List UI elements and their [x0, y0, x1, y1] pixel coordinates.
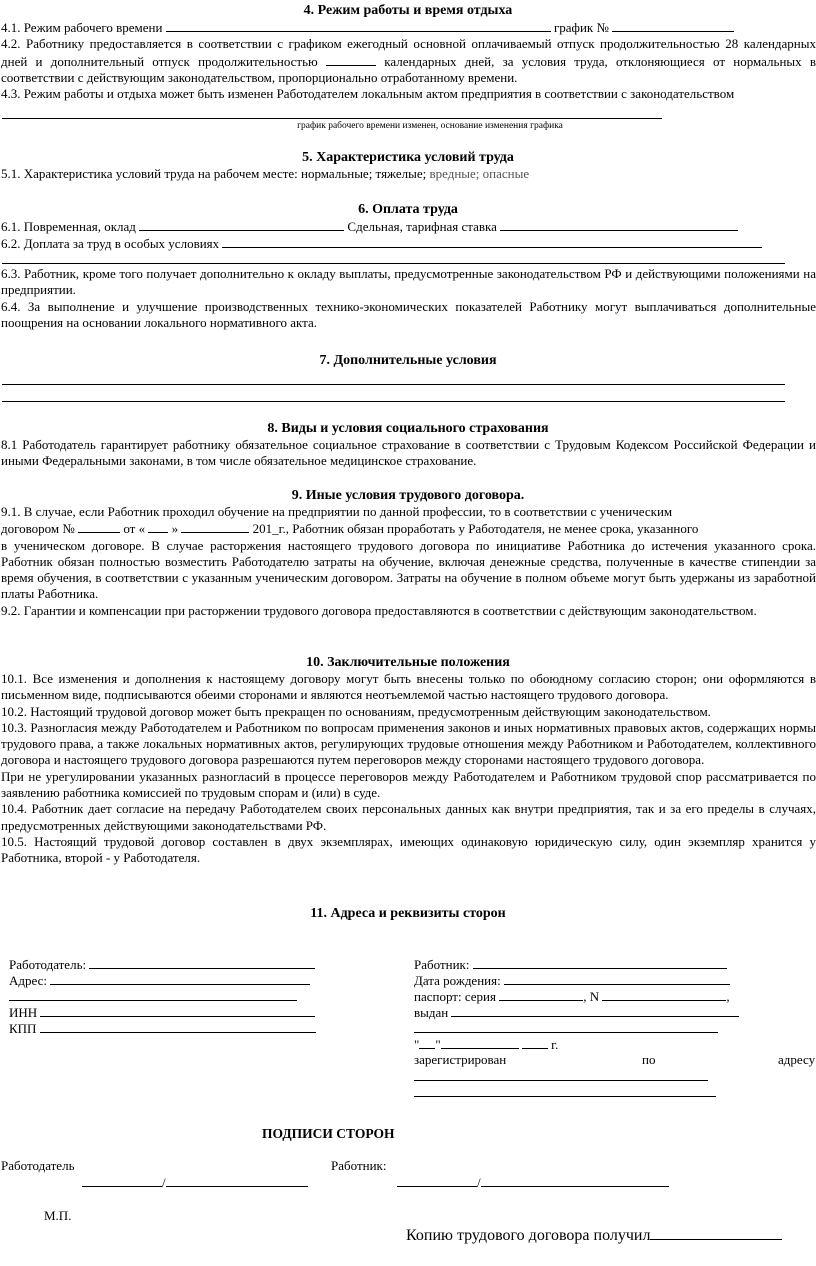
special-conditions-line-2[interactable] [2, 263, 785, 264]
employer-name-decoding-field[interactable] [166, 1174, 308, 1187]
section-10-title: 10. Заключительные положения [306, 655, 510, 670]
section-8-title: 8. Виды и условия социального страхования [267, 421, 549, 436]
clause-10-1: 10.1. Все изменения и дополнения к настоящему договору могут быть внесены только по обоюдному согласию сторон; они оформляются в письменном виде, подписываются обеими сторонами и являются неотъемлемой частью настоящего трудового договора. [1, 671, 816, 703]
employer-signature-field[interactable] [82, 1174, 162, 1187]
employer-address-field-2[interactable] [9, 988, 297, 1001]
registration-line: зарегистрирован по адресу [414, 1052, 816, 1067]
special-conditions-field[interactable] [222, 235, 762, 248]
schedule-number-field[interactable] [612, 19, 734, 32]
employer-kpp-field[interactable] [40, 1020, 316, 1033]
study-contract-number-field[interactable] [78, 520, 120, 533]
issue-year-field[interactable] [522, 1036, 548, 1049]
section-7-title: 7. Дополнительные условия [319, 353, 497, 368]
schedule-change-note: график рабочего времени изменен, основание изменения графика [297, 121, 563, 131]
clause-10-4: 10.4. Работник дает согласие на передачу Работодателем своих персональных данных как внутри предприятия, так и за его пределы в случаях, предусмотренных действующими законодательствами РФ. [1, 801, 816, 833]
extra-leave-days-field[interactable] [326, 53, 376, 66]
employee-signature-label: Работник: [331, 1158, 387, 1173]
section-11-title: 11. Адреса и реквизиты сторон [310, 906, 506, 921]
clause-9-1-line-2: договором № от « » 201_г., Работник обязан проработать у Работодателя, не менее срока, указанного [1, 521, 699, 537]
passport-issued-field-2[interactable] [414, 1020, 718, 1033]
employee-birth-date-field[interactable] [504, 972, 730, 985]
clause-9-1-rest: в ученическом договоре. В случае расторжения настоящего трудового договора по инициативе Работника до истечения указанного срока. Работник обязан полностью возместить Работодателю затраты на обучение, включая денежные средства, полученные в качестве стипендии за время обучения, в соответствии с указанным ученическим договором. Затраты на обучение в полном объеме могут быть удержаны из заработной платы Работника. [1, 537, 816, 602]
clause-5-1: 5.1. Характеристика условий труда на рабочем месте: нормальные; тяжелые; вредные; опасные [1, 166, 530, 181]
employer-signature-row: / [82, 1174, 308, 1191]
study-contract-month-field[interactable] [181, 520, 249, 533]
employee-details: Работник: Дата рождения: паспорт: серия , N , выдан " " г. зарегистрирован по адресу [414, 956, 816, 1100]
clause-6-3: 6.3. Работник, кроме того получает дополнительно к окладу выплаты, предусмотренные законодательством РФ и действующими положениями на предприятии. [1, 266, 816, 298]
employer-name-field[interactable] [89, 956, 315, 969]
issue-month-field[interactable] [441, 1036, 519, 1049]
stamp-place-label: М.П. [44, 1208, 72, 1223]
passport-series-field[interactable] [499, 988, 583, 1001]
clause-6-1: 6.1. Повременная, оклад Сдельная, тарифная ставка [0, 218, 816, 235]
employee-signature-field[interactable] [397, 1174, 477, 1187]
employer-details: Работодатель: Адрес: ИНН КПП [9, 956, 339, 1036]
issue-day-field[interactable] [419, 1036, 435, 1049]
tariff-rate-field[interactable] [500, 218, 738, 231]
clause-4-2: 4.2. Работнику предоставляется в соответствии с графиком ежегодный основной оплачиваемый отпуск продолжительностью 28 календарных дней и дополнительный отпуск продолжительностью календарных дней, за условия труда, отклоняющиеся от нормальных в соответствии с действующим законодательством, пропорционально отработанному времени. [1, 36, 816, 85]
employer-signature-label: Работодатель [1, 1158, 75, 1173]
clause-9-2: 9.2. Гарантии и компенсации при расторжении трудового договора предоставляются в соответствии с действующим законодательством. [1, 602, 757, 618]
employee-name-field[interactable] [473, 956, 727, 969]
clause-10-3: 10.3. Разногласия между Работодателем и Работником по вопросам применения законов и иных нормативных правовых актов, содержащих нормы трудового права, а также локальных нормативных актов, регулирующих трудовые отношения между Работником и Работодателем, коллективного договора и настоящего трудового договора разрешаются путем переговоров между сторонами настоящего трудового договора. [1, 719, 816, 768]
clause-4-1: 4.1. Режим рабочего времени график № [0, 19, 816, 36]
signatures-title: ПОДПИСИ СТОРОН [262, 1126, 395, 1141]
clause-10-2: 10.2. Настоящий трудовой договор может быть прекращен по основаниям, предусмотренным действующим законодательством. [1, 703, 711, 719]
clause-6-2: 6.2. Доплата за труд в особых условиях [0, 235, 816, 252]
clause-10-5: 10.5. Настоящий трудовой договор составлен в двух экземплярах, имеющих одинаковую юридическую силу, один экземпляр хранится у Работника, второй - у Работодателя. [1, 833, 816, 866]
clause-9-1-line-1: 9.1. В случае, если Работник проходил обучение на предприятии по данной профессии, то в соответствии с ученическим [1, 504, 673, 519]
section-5-title: 5. Характеристика условий труда [302, 150, 514, 165]
employer-inn-field[interactable] [40, 1004, 315, 1017]
copy-received-row: Копию трудового договора получил [406, 1224, 782, 1246]
passport-issued-field[interactable] [451, 1004, 739, 1017]
registration-address-field[interactable] [414, 1068, 708, 1081]
work-mode-field[interactable] [166, 19, 551, 32]
section-9-title: 9. Иные условия трудового договора. [291, 488, 525, 503]
schedule-change-line[interactable] [2, 118, 662, 119]
copy-received-signature-field[interactable] [650, 1224, 782, 1240]
passport-number-field[interactable] [602, 988, 726, 1001]
employer-address-field[interactable] [50, 972, 310, 985]
additional-conditions-line-1[interactable] [2, 384, 785, 385]
employee-signature-row: / [397, 1174, 669, 1191]
registration-address-field-2[interactable] [414, 1084, 716, 1097]
clause-4-3: 4.3. Режим работы и отдыха может быть изменен Работодателем локальным актом предприятия в соответствии с законодательством [1, 86, 735, 102]
section-6-title: 6. Оплата труда [358, 202, 458, 217]
clause-10-3-continued: При не урегулировании указанных разногласий в процессе переговоров между Работодателем и Работником трудовой спор рассматривается по заявлению работника комиссией по трудовым спорам и (или) в суде. [1, 768, 816, 801]
clause-6-4: 6.4. За выполнение и улучшение производственных технико-экономических показателей Работнику могут выплачиваться дополнительные поощрения на основании локального нормативного акта. [1, 298, 816, 330]
section-4-title: 4. Режим работы и время отдыха [303, 3, 513, 18]
study-contract-day-field[interactable] [148, 520, 168, 533]
employee-name-decoding-field[interactable] [481, 1174, 669, 1187]
salary-field[interactable] [139, 218, 344, 231]
clause-8-1: 8.1 Работодатель гарантирует работнику обязательное социальное страхование в соответствии с Трудовым Кодексом Российской Федерации и иными Федеральными законами, в том числе обязательное медицинское страхование. [1, 437, 816, 469]
additional-conditions-line-2[interactable] [2, 401, 785, 402]
